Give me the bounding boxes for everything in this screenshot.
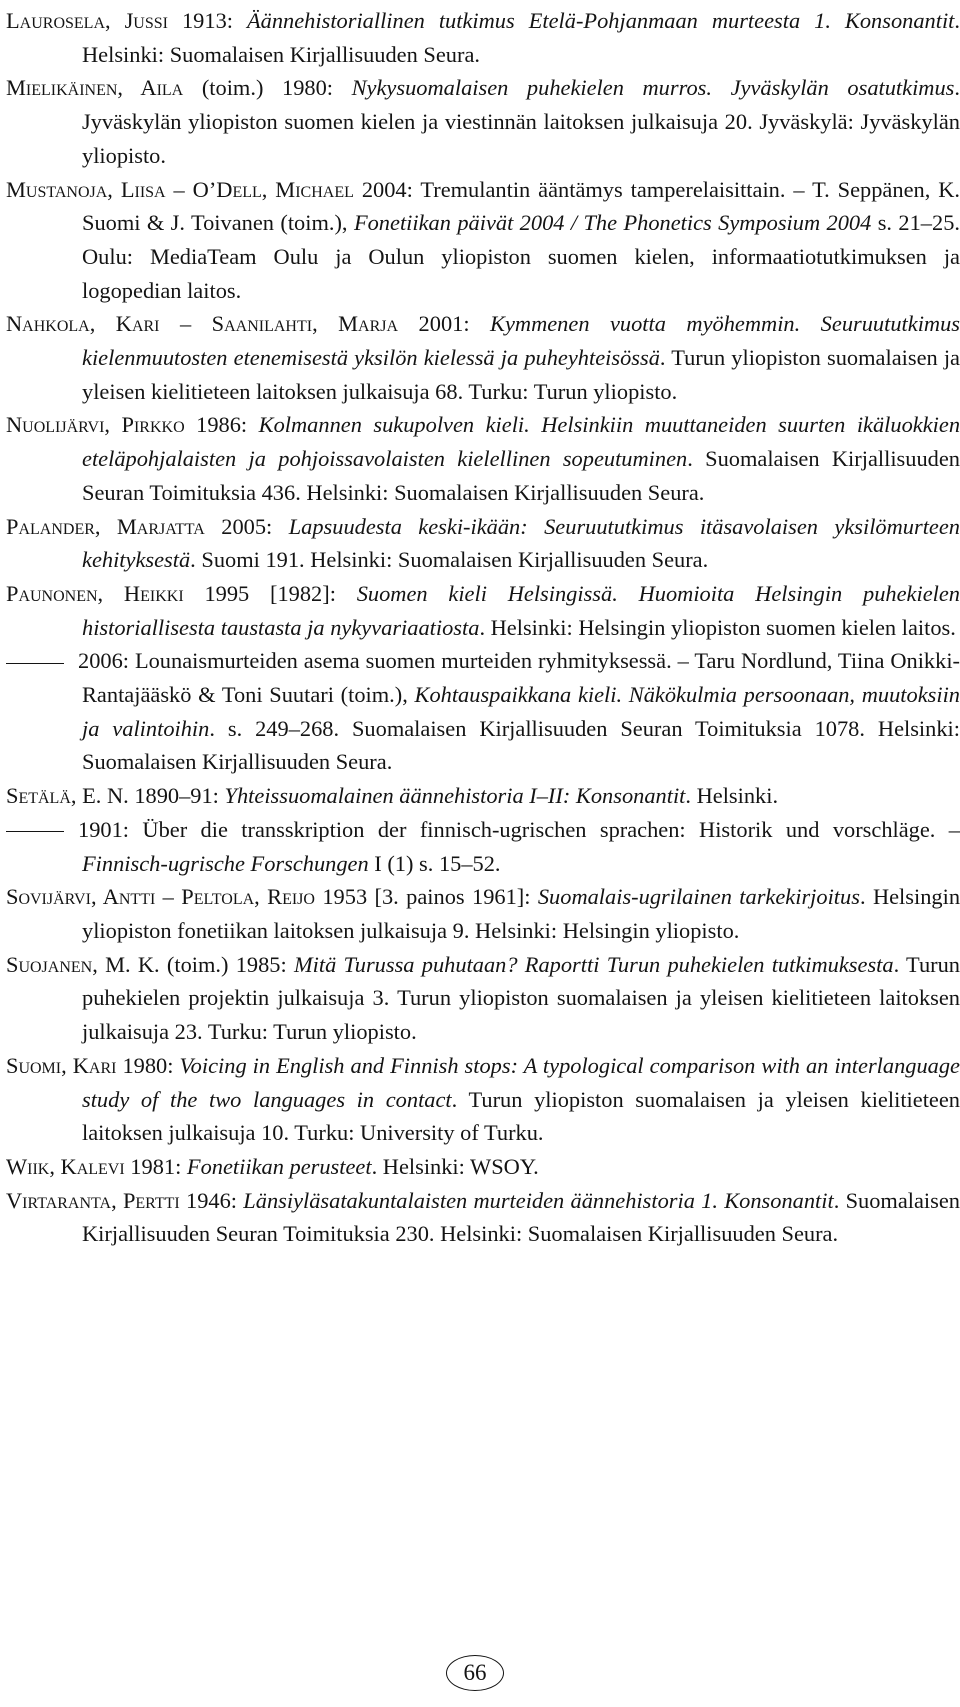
reference-author: Virtaranta, Pertti [6,1187,180,1213]
reference-entry [6,1184,960,1251]
reference-author: Nuolijärvi, Pirkko [6,412,185,438]
reference-entry [6,1150,960,1184]
reference-text: 1890–91: [128,783,225,809]
reference-title: Yhteissuomalainen äännehistoria I–II: Konsonantit [224,783,686,809]
reference-text: (toim.) 1980: [183,75,352,101]
reference-entry [6,1049,960,1150]
reference-text: 1986: [184,412,259,438]
reference-entry [6,510,960,577]
reference-text: 2006: Lounaismurteiden asema suomen murteiden ryhmityksessä. – Taru Nordlund, Tiina Onikki-Rantajääskö & Toni Suutari (toim.), [78,648,960,708]
reference-title: Äännehistoriallinen tutkimus Etelä-Pohjanmaan murteesta 1. Konsonantit [246,8,955,33]
repeat-author-dash [6,663,64,664]
reference-publisher: . Helsinki. [685,783,779,809]
reference-entry [6,948,960,1049]
reference-author: Sovijärvi, Antti – Peltola, Reijo [6,884,315,910]
reference-author: Mielikäinen, Aila [6,75,184,101]
reference-text: 2001: [398,311,491,337]
reference-author: Wiik, Kalevi [6,1153,125,1179]
reference-publisher: . Helsinki: WSOY. [371,1153,539,1179]
reference-publisher: . Helsingin yliopiston fonetiikan laitoksen julkaisuja 9. Helsinki: Helsingin yliopisto. [82,884,960,943]
reference-title: Voicing in English and Finnish stops: A typological comparison with an interlanguage study of the two languages in contact [82,1052,960,1112]
reference-author: Suojanen, M. K. [6,951,160,977]
reference-entry [6,307,960,408]
reference-title: Suomalais-ugrilainen tarkekirjoitus [537,884,860,910]
reference-entry [6,4,960,71]
reference-publisher: . Suomalaisen Kirjallisuuden Seuran Toimituksia 436. Helsinki: Suomalaisen Kirjallisuuden Seura. [82,446,960,505]
reference-text: 2005: [204,513,289,539]
reference-publisher: . Turun yliopiston suomalaisen ja yleisen kielitieteen laitoksen julkaisuja 10. Turku: University of Turku. [82,1086,960,1146]
reference-title: Finnisch-ugrische Forschungen [82,850,369,876]
reference-text: 1913: [168,8,247,33]
reference-entry [6,577,960,644]
repeat-author-dash [6,831,64,832]
reference-title: Lapsuudesta keski-ikään: Seuruututkimus itäsavolaisen yksilömurteen kehityksestä [82,513,960,573]
reference-author: Palander, Marjatta [6,513,205,539]
reference-author: Laurosela, Jussi [6,8,168,33]
reference-author: Setälä, E. N. [6,783,129,809]
reference-author: Paunonen, Heikki [6,580,184,606]
reference-publisher: . Turun yliopiston suomalaisen ja yleisen kielitieteen laitoksen julkaisuja 68. Turku: Turun yliopisto. [82,345,960,404]
reference-title: Kymmenen vuotta myöhemmin. Seuruututkimus kielenmuutosten etenemisestä yksilön kielessä ja puheyhteisössä [82,311,960,371]
reference-text: 2004: Tremulantin ääntämys tamperelaisittain. – T. Seppänen, K. Suomi & J. Toivanen (toim.), [82,176,960,236]
reference-entry [6,813,960,880]
reference-publisher: s. 21–25. Oulu: MediaTeam Oulu ja Oulun yliopiston suomen kielen, informaatiotutkimuksen ja logopedian laitos. [82,210,960,303]
reference-publisher: . Suomi 191. Helsinki: Suomalaisen Kirjallisuuden Seura. [190,547,709,573]
reference-publisher: . Jyväskylän yliopiston suomen kielen ja viestinnän laitoksen julkaisuja 20. Jyväskylä: Jyväskylän yliopisto. [82,75,960,168]
reference-entry [6,408,960,509]
reference-entry [6,779,960,813]
reference-title: Kohtauspaikkana kieli. Näkökulmia persoonaan, muutoksiin ja valintoihin [82,682,960,741]
reference-publisher: . Suomalaisen Kirjallisuuden Seuran Toimituksia 230. Helsinki: Suomalaisen Kirjallisuuden Seura. [82,1187,960,1247]
reference-title: Kolmannen sukupolven kieli. Helsinkiin muuttaneiden suurten ikäluokkien eteläpohjalaisten ja pohjoissavolaisten kielellinen sopeutuminen [82,412,960,472]
reference-title: Fonetiikan perusteet [186,1153,372,1179]
reference-author: Mustanoja, Liisa – O’Dell, Michael [6,176,354,202]
reference-text: 1901: Über die transskription der finnisch-ugrischen sprachen: Historik und vorschläge. – [78,816,960,842]
reference-text: (toim.) 1985: [159,951,294,977]
reference-publisher: . Turun puhekielen projektin julkaisuja 3. Turun yliopiston suomalaisen ja yleisen kielitieteen laitoksen julkaisuja 23. Turku: Turun yliopisto. [82,951,960,1045]
reference-text: 1995 [1982]: [183,580,357,606]
reference-entry [6,880,960,947]
page-number: 66 [446,1655,504,1691]
reference-text: 1953 [3. painos 1961]: [314,884,538,910]
reference-author: Nahkola, Kari – Saanilahti, Marja [6,311,399,337]
reference-author: Suomi, Kari [6,1052,117,1078]
reference-list [6,4,960,1251]
reference-title: Länsiyläsatakuntalaisten murteiden äännehistoria 1. Konsonantit [243,1187,834,1213]
reference-publisher: I (1) s. 15–52. [368,850,501,876]
reference-publisher: . s. 249–268. Suomalaisen Kirjallisuuden Seuran Toimituksia 1078. Helsinki: Suomalaisen Kirjallisuuden Seura. [82,715,960,775]
reference-text: 1980: [116,1052,180,1078]
reference-title: Suomen kieli Helsingissä. Huomioita Helsingin puhekielen historiallisesta taustasta ja nykyvariaatiosta [82,580,960,640]
reference-text: 1946: [179,1187,244,1213]
reference-title: Nykysuomalaisen puhekielen murros. Jyväskylän osatutkimus [351,75,955,101]
reference-entry [6,71,960,172]
reference-title: Mitä Turussa puhutaan? Raportti Turun puhekielen tutkimuksesta [293,951,894,977]
reference-title: Fonetiikan päivät 2004 / The Phonetics Symposium 2004 [353,210,872,236]
reference-text: 1981: [124,1153,187,1179]
reference-publisher: . Helsinki: Helsingin yliopiston suomen kielen laitos. [479,614,956,640]
reference-entry [6,644,960,779]
reference-entry [6,173,960,308]
reference-publisher: . Helsinki: Suomalaisen Kirjallisuuden Seura. [82,8,960,67]
